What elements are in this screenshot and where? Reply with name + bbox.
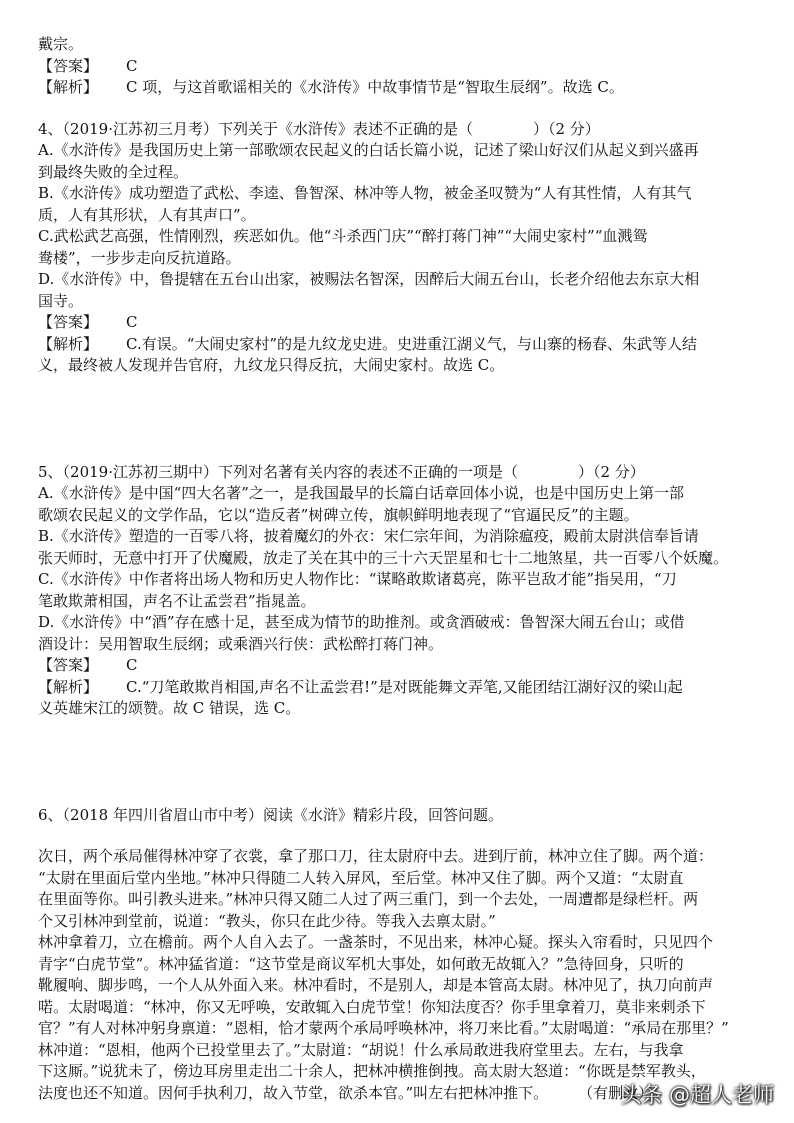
q6-passage-line: 喏。太尉喝道：“林冲，你又无呼唤，安敢辄入白虎节堂！你知法度否？你手里拿着刀，莫非来剌杀下 — [38, 997, 706, 1016]
answer-value: C — [126, 56, 138, 75]
analysis-label: 【解析】 — [38, 78, 99, 96]
q5-answer — [38, 655, 766, 677]
q4-option-line: C.武松武艺高强，性情刚烈，疾恶如仇。他“斗杀西门庆”“醉打蒋门神”“大闹史家村”“血溅鸳 — [38, 227, 648, 245]
top-line: 戴宗。 — [38, 35, 84, 53]
q5-option-line: 张天师时，无意中打开了伏魔殿，放走了关在其中的三十六天罡星和七十二地煞星，共一百零八个妖魔。 — [38, 548, 729, 567]
q5-analysis — [38, 677, 766, 699]
q6-stem: 6、（2018 年四川省眉山市中考）阅读《水浒》精彩片段，回答问题。 — [38, 805, 503, 824]
q4-option-line: 鸯楼”，一步步走向反抗道路。 — [38, 248, 241, 267]
q4-option-line: 到最终失败的全过程。 — [38, 162, 189, 181]
q6-passage-line: 下这厮。”说犹未了，傍边耳房里走出二十余人，把林冲横推倒拽。高太尉大怒道：“你既是禁军教头， — [38, 1062, 706, 1080]
q4-analysis — [38, 334, 766, 356]
q5-option-line: A.《水浒传》是中国“四大名著”之一，是我国最早的长篇白话章回体小说，也是中国历史上第一部 — [38, 484, 684, 502]
analysis-text: C.“刀笔敢欺肖相国,声名不让孟尝君!”是对既能舞文弄笔,又能团结江湖好汉的梁山起 — [126, 677, 683, 696]
q3-analysis — [38, 77, 766, 99]
q5-option-line: C.《水浒传》中作者将出场人物和历史人物作比：“谋略敢欺诸葛亮，陈平岂敌才能”指吴用，“刀 — [38, 570, 677, 588]
q4-option-line: A.《水浒传》是我国历史上第一部歌颂农民起义的白话长篇小说，记述了梁山好汉们从起义到兴盛再 — [38, 141, 699, 159]
analysis-label: 【解析】 — [38, 677, 99, 696]
q5-option-line: B.《水浒传》塑造的一百零八将，披着魔幻的外衣：宋仁宗年间，为消除瘟疫，殿前太尉洪信奉旨请 — [38, 527, 699, 545]
q4-stem: 4、（2019·江苏初三月考）下列关于《水浒传》表述不正确的是（ ）（2 分） — [38, 119, 600, 138]
answer-value: C — [126, 656, 138, 674]
analysis-text: C.有误。“大闹史家村”的是九纹龙史进。史进重江湖义气，与山寨的杨春、朱武等人结 — [126, 334, 698, 353]
q6-passage-line: 次日，两个承局催得林冲穿了衣裳，拿了那口刀，往太尉府中去。进到厅前，林冲立住了脚。两个道： — [38, 847, 714, 865]
q6-passage-line: 个又引林冲到堂前，说道：“教头，你只在此少待。等我入去禀太尉。” — [38, 911, 496, 930]
q4-option-line: 国寺。 — [38, 291, 84, 310]
q4-option-line: B.《水浒传》成功塑造了武松、李逵、鲁智深、林冲等人物，被金圣叹赞为“人有其性情，人有其气 — [38, 184, 692, 202]
q3-answer — [38, 56, 766, 78]
q4-option-line: 质，人有其形状，人有其声口”。 — [38, 205, 256, 224]
q4-analysis-cont: 义，最终被人发现并告官府，九纹龙只得反抗，大闹史家村。故选 C。 — [38, 356, 505, 374]
q5-option-line: 笔敢欺萧相国，声名不让孟尝君”指晁盖。 — [38, 591, 316, 610]
answer-value: C — [126, 313, 138, 331]
analysis-text: C 项，与这首歌谣相关的《水浒传》中故事情节是“智取生辰纲”。故选 C。 — [126, 78, 624, 96]
q6-passage-line: 在里面等你。叫引教头进来。”林冲只得又随二人过了两三重门，到一个去处，一周遭都是绿栏杆。两 — [38, 890, 699, 908]
q5-analysis-cont: 义英雄宋江的颂赞。故 C 错误，选 C。 — [38, 699, 301, 717]
q4-option-line: D.《水浒传》中，鲁提辖在五台山出家，被赐法名智深，因醉后大闹五台山，长老介绍他去东京大相 — [38, 270, 700, 288]
q6-passage-line: 靴履响、脚步鸣，一个人从外面入来。林冲看时，不是别人，却是本管高太尉。林冲见了，执刀向前声 — [38, 976, 714, 994]
answer-label: 【答案】 — [38, 313, 99, 331]
document-page — [38, 34, 766, 1104]
watermark: 头条 @超人老师 — [620, 1083, 774, 1107]
q6-passage-line: “太尉在里面后堂内坐地。”林冲只得随二人转入屏风，至后堂。林冲又住了脚。两个又道：“太尉直 — [38, 868, 684, 887]
q6-passage-line: 法度也还不知道。因何手执利刀，故入节堂，欲杀本官。”叫左右把林冲推下。 （有删改） — [38, 1083, 654, 1102]
q6-passage-line: 青字“白虎节堂”。林冲猛省道：“这节堂是商议军机大事处，如何敢无故辄入？”急待回身，只听的 — [38, 954, 684, 973]
q6-passage-line: 官？”有人对林冲躬身禀道：“恩相，恰才蒙两个承局呼唤林冲，将刀来比看。”太尉喝道：“承局在那里？” — [38, 1019, 729, 1037]
answer-label: 【答案】 — [38, 656, 99, 674]
q5-stem: 5、（2019·江苏初三期中）下列对名著有关内容的表述不正确的一项是（ ）（2 分） — [38, 462, 645, 481]
answer-label: 【答案】 — [38, 56, 99, 75]
q6-passage-line: 林冲拿着刀，立在檐前。两个人自入去了。一盏茶时，不见出来，林冲心疑。探头入帘看时，只见四个 — [38, 933, 714, 951]
q6-passage-line: 林冲道：“恩相，他两个已投堂里去了。”太尉道：“胡说！什么承局敢进我府堂里去。左右，与我拿 — [38, 1040, 684, 1059]
q5-option-line: D.《水浒传》中“酒”存在感十足，甚至成为情节的助推剂。或贪酒破戒：鲁智深大闹五台山；或借 — [38, 613, 685, 631]
q5-option-line: 酒设计：吴用智取生辰纲；或乘酒兴行侠：武松醉打蒋门神。 — [38, 634, 444, 653]
analysis-label: 【解析】 — [38, 334, 99, 353]
q4-answer — [38, 312, 766, 334]
q5-option-line: 歌颂农民起义的文学作品，它以“造反者”树碑立传，旗帜鲜明地表现了“官逼民反”的主题。 — [38, 505, 639, 524]
